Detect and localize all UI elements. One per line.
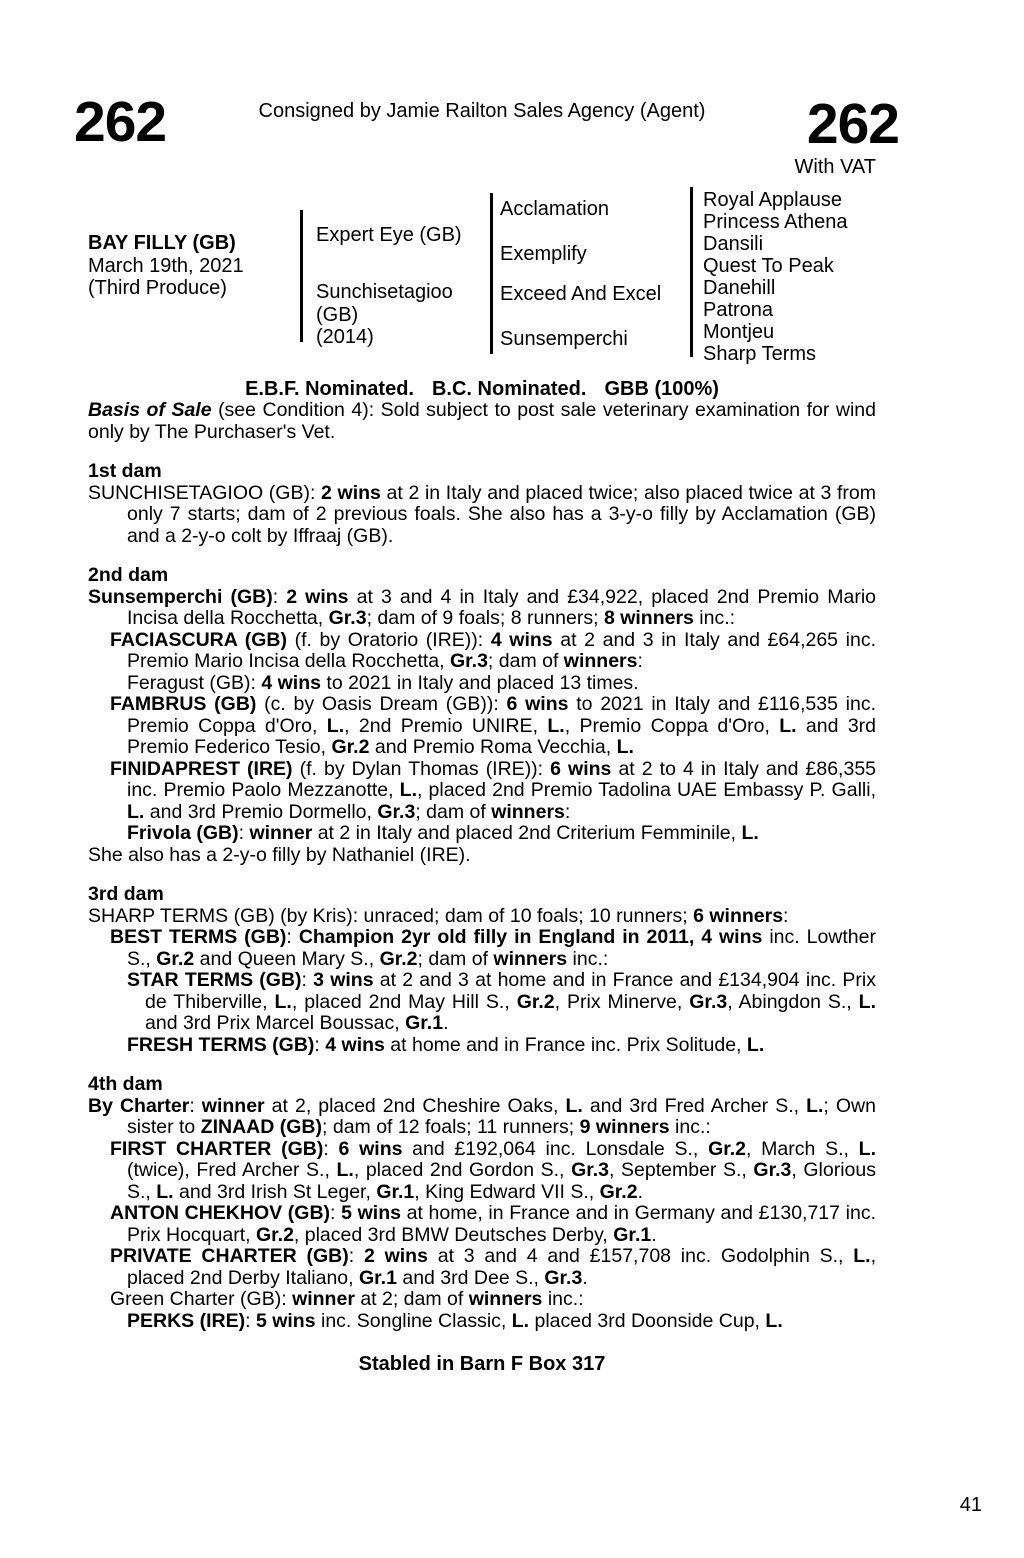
- pedigree-paragraph: [88, 1311, 876, 1333]
- text-run: 2 wins: [321, 481, 381, 504]
- text-run: :: [189, 1094, 202, 1117]
- text-run: L.: [806, 1094, 824, 1117]
- great-grandparent-name: Montjeu: [703, 321, 775, 343]
- text-run: winners: [491, 800, 565, 823]
- text-run: :: [637, 650, 643, 672]
- pedigree-paragraph: [88, 759, 876, 824]
- vat-note: With VAT: [794, 156, 876, 178]
- text-run: at 2 to 4 in Italy and £86,355 inc. Premio Paolo Mezzanotte,: [127, 757, 877, 801]
- text-run: L.: [511, 1309, 530, 1332]
- great-grandparent-name: Dansili: [703, 233, 764, 255]
- dam-section-heading: 2nd dam: [88, 564, 169, 586]
- text-run: ; dam of: [417, 947, 494, 970]
- text-run: , placed 3rd BMW Deutsches Derby,: [293, 1223, 614, 1246]
- pedigree-paragraph: [88, 970, 876, 1035]
- pedigree-paragraph: [88, 1203, 876, 1246]
- text-run: PERKS (IRE): [127, 1309, 246, 1332]
- text-run: L.: [399, 779, 417, 801]
- text-run: :: [330, 1202, 342, 1224]
- text-run: 4 wins: [325, 1033, 385, 1056]
- text-run: :: [286, 926, 299, 948]
- pedigree-paragraph: [88, 1096, 876, 1139]
- dam-name-line: (2014): [316, 326, 374, 348]
- great-grandparent-name: Danehill: [703, 277, 776, 299]
- text-run: and Premio Roma Vecchia,: [369, 736, 617, 758]
- text-run: and 3rd Premio Dormello,: [144, 800, 378, 823]
- dams-sections: [88, 461, 876, 1332]
- text-run: L.: [565, 1094, 583, 1117]
- text-run: :: [314, 1033, 326, 1056]
- pedigree-paragraph: [88, 927, 876, 970]
- text-run: 6 wins: [550, 757, 612, 780]
- text-run: inc. Lowther S.,: [127, 926, 876, 970]
- text-run: , placed 2nd Gordon S.,: [353, 1159, 572, 1181]
- text-run: to 2021 in Italy and placed 13 times.: [320, 671, 639, 694]
- text-run: L.: [127, 800, 145, 823]
- text-run: .: [582, 1266, 588, 1289]
- page-number: 41: [959, 1494, 982, 1516]
- text-run: Champion 2yr old filly in England in 2011, 4 wins: [298, 926, 763, 948]
- pedigree-paragraph: [88, 1035, 876, 1057]
- text-run: ; dam of: [415, 800, 492, 823]
- text-run: inc.:: [669, 1116, 711, 1138]
- text-run: FAMBRUS (GB): [110, 693, 257, 715]
- text-run: Feragust (GB):: [127, 671, 262, 694]
- text-run: Gr.2: [255, 1223, 294, 1246]
- text-run: Gr.3: [571, 1159, 610, 1181]
- text-run: L.: [326, 714, 345, 737]
- pedigree-paragraph: [88, 673, 876, 695]
- text-run: FINIDAPREST (IRE): [110, 757, 293, 780]
- text-run: , Abingdon S.,: [727, 990, 859, 1013]
- text-run: inc. Songline Classic,: [315, 1309, 512, 1332]
- text-run: , King Edward VII S.,: [414, 1180, 600, 1203]
- text-run: .: [443, 1012, 449, 1034]
- text-run: , March S.,: [746, 1137, 859, 1160]
- text-run: L.: [156, 1180, 174, 1203]
- pedigree-bracket-1: [300, 210, 303, 342]
- text-run: :: [272, 585, 287, 608]
- bc-nominated: B.C. Nominated.: [431, 378, 587, 400]
- ebf-nominated: E.B.F. Nominated.: [245, 378, 414, 400]
- text-run: :: [348, 1245, 364, 1267]
- text-run: , placed 2nd Premio Tadolina UAE Embassy P. Galli,: [417, 779, 876, 801]
- pedigree-paragraph: [88, 630, 876, 673]
- text-run: Frivola (GB): [127, 822, 239, 844]
- text-run: Gr.2: [379, 947, 418, 970]
- text-run: L.: [746, 1033, 765, 1056]
- consignor-line: Consigned by Jamie Railton Sales Agency (Agent): [258, 100, 706, 122]
- dam-name-line: Sunchisetagioo: [316, 281, 453, 303]
- text-run: L.: [616, 736, 634, 758]
- text-run: winners: [468, 1288, 543, 1310]
- text-run: (c. by Oasis Dream (GB)):: [256, 693, 507, 715]
- grandparent-name: Exceed And Excel: [500, 283, 662, 305]
- text-run: (f. by Dylan Thomas (IRE)):: [292, 757, 551, 780]
- text-run: at 2; dam of: [354, 1288, 469, 1310]
- text-run: Gr.1: [405, 1012, 444, 1034]
- gbb-note: GBB (100%): [604, 378, 719, 400]
- pedigree-paragraph: [88, 483, 876, 548]
- text-run: Gr.2: [516, 990, 555, 1013]
- text-run: ANTON CHEKHOV (GB): [110, 1202, 331, 1224]
- pedigree-paragraph: [88, 1246, 876, 1289]
- sire-name: Expert Eye (GB): [316, 224, 462, 246]
- text-run: 6 winners: [693, 904, 784, 927]
- lot-number-right: 262: [806, 92, 899, 156]
- pedigree-paragraph: [88, 823, 876, 845]
- great-grandparents-column: [703, 189, 848, 365]
- text-run: 4 wins: [261, 671, 321, 694]
- text-run: ; Own sister to: [127, 1094, 876, 1138]
- text-run: Gr.2: [331, 736, 370, 758]
- text-run: (f. by Oratorio (IRE)):: [286, 628, 491, 651]
- horse-identity: [88, 232, 244, 300]
- text-run: Green Charter (GB):: [110, 1288, 293, 1310]
- text-run: SUNCHISETAGIOO (GB):: [88, 481, 322, 504]
- text-run: and 3rd Premio Federico Tesio,: [127, 714, 876, 758]
- text-run: Gr.1: [358, 1266, 397, 1289]
- text-run: BEST TERMS (GB): [110, 926, 287, 948]
- text-run: , Prix Minerve,: [554, 990, 690, 1013]
- text-run: SHARP TERMS (GB) (by Kris): unraced; dam of 10 foals; 10 runners;: [88, 904, 694, 927]
- dam-name-line: (GB): [316, 303, 359, 326]
- text-run: at 3 and 4 in Italy and £34,922, placed 2nd Premio Mario Incisa della Rocchetta,: [127, 585, 876, 629]
- text-run: at 2 in Italy and placed twice; also placed twice at 3 from only 7 starts; dam of 2 previous foals. She also has a 3-y-o filly by Acclamation (GB) and a 2-y-o colt by Iffraaj (GB).: [127, 481, 877, 547]
- dam-section-heading: 1st dam: [88, 460, 162, 482]
- text-run: L.: [547, 714, 565, 737]
- text-run: and £192,064 inc. Lonsdale S.,: [402, 1137, 709, 1160]
- page-content: [88, 0, 876, 1376]
- pedigree-bracket-2: [490, 193, 493, 354]
- text-run: PRIVATE CHARTER (GB): [110, 1245, 349, 1267]
- text-run: :: [323, 1137, 339, 1160]
- text-run: L.: [779, 714, 797, 737]
- text-run: and 3rd Fred Archer S.,: [582, 1094, 807, 1117]
- text-run: 2 wins: [363, 1245, 428, 1267]
- text-run: , 2nd Premio UNIRE,: [344, 714, 548, 737]
- text-run: at 3 and 4 and £157,708 inc. Godolphin S.,: [427, 1245, 854, 1267]
- grandparent-name: Acclamation: [500, 198, 609, 220]
- text-run: FRESH TERMS (GB): [127, 1033, 315, 1056]
- text-run: :: [564, 800, 571, 823]
- text-run: , placed 2nd Derby Italiano,: [127, 1245, 877, 1289]
- text-run: 5 wins: [255, 1309, 316, 1332]
- text-run: winner: [201, 1094, 265, 1117]
- text-run: :: [301, 969, 314, 991]
- text-run: L.: [274, 990, 292, 1013]
- pedigree-paragraph: [88, 694, 876, 759]
- text-run: at home, in France and in Germany and £130,717 inc. Prix Hocquart,: [127, 1202, 877, 1246]
- text-run: winner: [292, 1288, 355, 1310]
- text-run: Gr.1: [613, 1223, 652, 1246]
- text-run: L.: [853, 1245, 871, 1267]
- text-run: 6 wins: [506, 693, 569, 715]
- text-run: Gr.2: [156, 947, 195, 970]
- pedigree-paragraph: [88, 845, 876, 867]
- text-run: :: [245, 1309, 256, 1332]
- text-run: ZINAAD (GB): [200, 1116, 323, 1138]
- text-run: FIRST CHARTER (GB): [110, 1137, 324, 1160]
- horse-name: BAY FILLY (GB): [88, 232, 236, 254]
- text-run: L.: [858, 1137, 876, 1160]
- text-run: Gr.3: [377, 800, 416, 823]
- dam-name: [316, 281, 453, 349]
- text-run: and 3rd Dee S.,: [396, 1266, 545, 1289]
- text-run: Gr.3: [753, 1159, 792, 1181]
- text-run: inc.:: [567, 947, 609, 970]
- text-run: , September S.,: [609, 1159, 754, 1181]
- text-run: at home and in France inc. Prix Solitude,: [384, 1033, 747, 1056]
- text-run: 5 wins: [341, 1202, 401, 1224]
- nomination-line: [88, 378, 876, 400]
- text-run: Basis of Sale: [88, 399, 212, 421]
- grandparent-name: Exemplify: [500, 243, 587, 265]
- text-run: at 2 and 3 in Italy and £64,265 inc. Premio Mario Incisa della Rocchetta,: [127, 628, 876, 672]
- text-run: 6 wins: [338, 1137, 403, 1160]
- text-run: inc.:: [693, 607, 736, 629]
- text-run: .: [651, 1223, 657, 1246]
- great-grandparent-name: Patrona: [703, 299, 774, 321]
- text-run: Sunsemperchi (GB): [88, 585, 273, 608]
- text-run: Gr.3: [328, 607, 367, 629]
- text-run: 3 wins: [313, 969, 374, 991]
- grandparent-name: Sunsemperchi: [500, 328, 628, 350]
- pedigree-paragraph: [88, 587, 876, 630]
- text-run: and 3rd Irish St Leger,: [173, 1180, 377, 1203]
- text-run: L.: [741, 822, 759, 844]
- text-run: L.: [765, 1309, 783, 1332]
- text-run: 2 wins: [286, 585, 349, 608]
- text-run: at 2, placed 2nd Cheshire Oaks,: [264, 1094, 566, 1117]
- pedigree-paragraph: [88, 1289, 876, 1311]
- text-run: winners: [563, 650, 638, 672]
- text-run: to 2021 in Italy and £116,535 inc. Premio Coppa d'Oro,: [127, 693, 876, 737]
- pedigree-paragraph: [88, 1139, 876, 1204]
- text-run: Gr.2: [599, 1180, 638, 1203]
- text-run: 8 winners: [603, 607, 694, 629]
- dam-section-heading: 3rd dam: [88, 883, 164, 905]
- text-run: L.: [858, 990, 876, 1013]
- text-run: (see Condition 4): Sold subject to post sale veterinary examination for wind only by The Purchaser's Vet.: [88, 399, 877, 443]
- text-run: winners: [493, 947, 568, 970]
- text-run: She also has a 2-y-o filly by Nathaniel (IRE).: [88, 843, 471, 866]
- basis-of-sale: [88, 400, 876, 443]
- text-run: (twice), Fred Archer S.,: [127, 1159, 337, 1181]
- text-run: ; dam of 9 foals; 8 runners;: [366, 607, 604, 629]
- text-run: Gr.3: [689, 990, 728, 1013]
- text-run: L.: [336, 1159, 354, 1181]
- text-run: 4 wins: [490, 628, 553, 651]
- text-run: :: [238, 822, 250, 844]
- text-run: and Queen Mary S.,: [194, 947, 380, 970]
- pedigree-table: [88, 182, 876, 378]
- text-run: , placed 2nd May Hill S.,: [291, 990, 517, 1013]
- text-run: By Charter: [88, 1094, 190, 1117]
- stabling-location: Stabled in Barn F Box 317: [358, 1353, 606, 1375]
- text-run: , Glorious S.,: [127, 1159, 876, 1203]
- great-grandparent-name: Quest To Peak: [703, 255, 834, 277]
- lot-number-left: 262: [74, 90, 167, 154]
- text-run: Gr.2: [708, 1137, 747, 1160]
- text-run: :: [783, 904, 789, 927]
- text-run: .: [637, 1180, 643, 1203]
- text-run: STAR TERMS (GB): [127, 969, 302, 991]
- great-grandparent-name: Royal Applause: [703, 189, 842, 211]
- text-run: Gr.3: [449, 650, 488, 672]
- pedigree-bracket-3: [690, 187, 693, 357]
- text-run: FACIASCURA (GB): [110, 628, 287, 651]
- text-run: Gr.1: [376, 1180, 415, 1203]
- great-grandparent-name: Sharp Terms: [703, 343, 817, 365]
- text-run: placed 3rd Doonside Cup,: [529, 1309, 766, 1332]
- text-run: Gr.3: [544, 1266, 583, 1289]
- text-run: at 2 in Italy and placed 2nd Criterium Femminile,: [312, 822, 742, 844]
- text-run: ; dam of 12 foals; 11 runners;: [322, 1116, 580, 1138]
- text-run: and 3rd Prix Marcel Boussac,: [145, 1012, 406, 1034]
- pedigree-paragraph: [88, 906, 876, 928]
- horse-foaling-date: March 19th, 2021: [88, 254, 244, 277]
- text-run: ; dam of: [487, 650, 564, 672]
- great-grandparent-name: Princess Athena: [703, 211, 848, 233]
- text-run: , Premio Coppa d'Oro,: [564, 714, 780, 737]
- text-run: at 2 and 3 at home and in France and £134,904 inc. Prix de Thiberville,: [145, 969, 876, 1013]
- text-run: winner: [249, 822, 313, 844]
- dam-section-heading: 4th dam: [88, 1073, 163, 1095]
- text-run: 9 winners: [579, 1116, 670, 1138]
- text-run: inc.:: [542, 1288, 584, 1310]
- horse-produce-note: (Third Produce): [88, 277, 227, 299]
